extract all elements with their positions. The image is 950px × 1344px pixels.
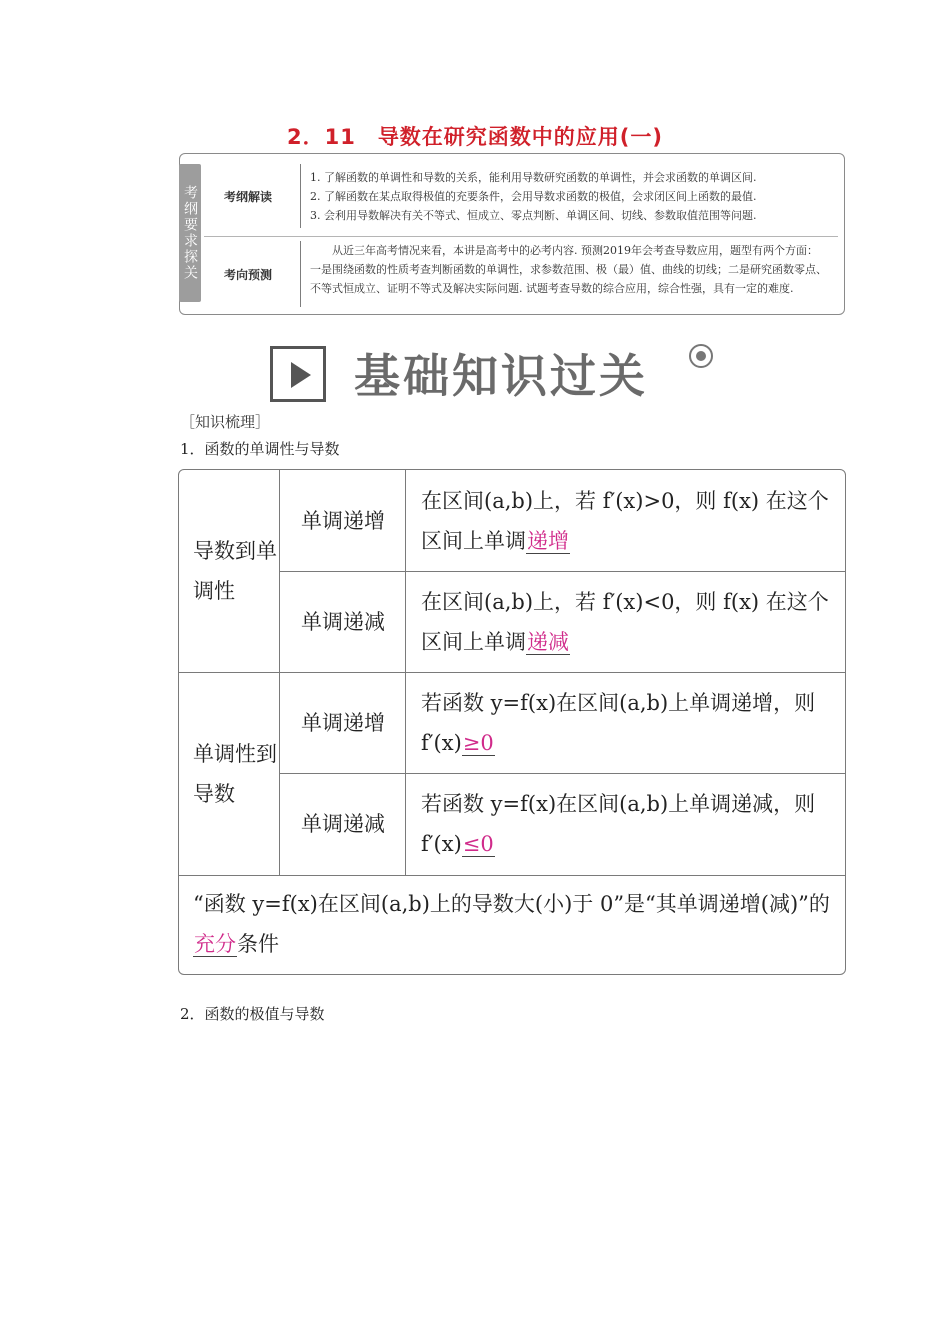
- requirements-box: [179, 153, 845, 315]
- answer-blank: ≤0: [462, 832, 494, 856]
- forecast-text: 从近三年高考情况来看，本讲是高考中的必考内容. 预测2019年会考查导数应用，题型有两个方面：一是围绕函数的性质考查判断函数的单调性，求参数范围、极（最）值、曲线的切线；二是研究函数零点、不等式恒成立、证明不等式及解决实际问题. 试题考查导数的综合应用，综合性强，具有一定的难度.: [310, 244, 827, 295]
- requirement-item: 1. 了解函数的单调性和导数的关系，能利用导数研究函数的单调性，并会求函数的单调区间.: [310, 171, 757, 184]
- requirements-row-label: 考纲解读: [223, 189, 272, 204]
- note-text: “函数 y=f(x)在区间(a,b)上的导数大(小)于 0”是“其单调递增(减)”的: [193, 892, 830, 916]
- banner-title: 基础知识过关: [354, 349, 648, 403]
- group-label: 导数到单调性: [193, 539, 277, 603]
- requirements-row-label: 考向预测: [223, 267, 272, 282]
- divider: [300, 241, 301, 307]
- answer-blank: 递减: [527, 629, 569, 654]
- section-heading: 2．函数的极值与导数: [180, 1005, 325, 1023]
- play-icon: [270, 346, 326, 402]
- table-row: [421, 571, 833, 672]
- requirement-item: 2. 了解函数在某点取得极值的充要条件，会用导数求函数的极值，会求闭区间上函数的最值.: [310, 190, 757, 203]
- title-number: 2．11: [286, 125, 356, 149]
- row-description: 若函数 y=f(x)在区间(a,b)上单调递增，则 f′(x): [421, 690, 816, 755]
- title-text: 导数在研究函数中的应用(一): [377, 125, 664, 149]
- answer-blank: ≥0: [462, 730, 494, 755]
- group-label: 单调性到导数: [193, 741, 277, 806]
- section-banner: [270, 344, 715, 408]
- requirements-row-outline: [204, 160, 838, 232]
- row-description: 若函数 y=f(x)在区间(a,b)上单调递减，则 f′(x): [421, 792, 816, 856]
- answer-blank: 充分: [194, 932, 236, 956]
- row-description: 在区间(a,b)上，若 f′(x)>0，则 f(x) 在这个区间上单调: [421, 488, 829, 553]
- requirements-side-label: 考纲要求探关: [179, 164, 201, 302]
- table-row: [421, 773, 833, 875]
- sub-label: 单调递减: [301, 609, 385, 634]
- target-icon: [689, 344, 713, 368]
- page-title: [0, 121, 950, 151]
- divider: [300, 164, 301, 228]
- requirements-row-forecast: [204, 236, 838, 311]
- table-row: [421, 672, 833, 773]
- knowledge-tag: ［知识梳理］: [180, 413, 271, 431]
- sub-label: 单调递增: [301, 508, 385, 533]
- table-divider: [179, 875, 845, 876]
- sub-label: 单调递增: [301, 710, 385, 735]
- monotonicity-table: [178, 469, 846, 975]
- note-text: 条件: [237, 932, 279, 956]
- section-heading: 1．函数的单调性与导数: [180, 440, 340, 458]
- table-note: [193, 878, 833, 970]
- answer-blank: 递增: [527, 528, 569, 553]
- sub-label: 单调递减: [301, 812, 385, 836]
- row-description: 在区间(a,b)上，若 f′(x)<0，则 f(x) 在这个区间上单调: [421, 589, 829, 654]
- table-row: [421, 470, 833, 571]
- requirements-list: [310, 168, 828, 225]
- requirement-item: 3. 会利用导数解决有关不等式、恒成立、零点判断、单调区间、切线、参数取值范围等问题.: [310, 209, 757, 222]
